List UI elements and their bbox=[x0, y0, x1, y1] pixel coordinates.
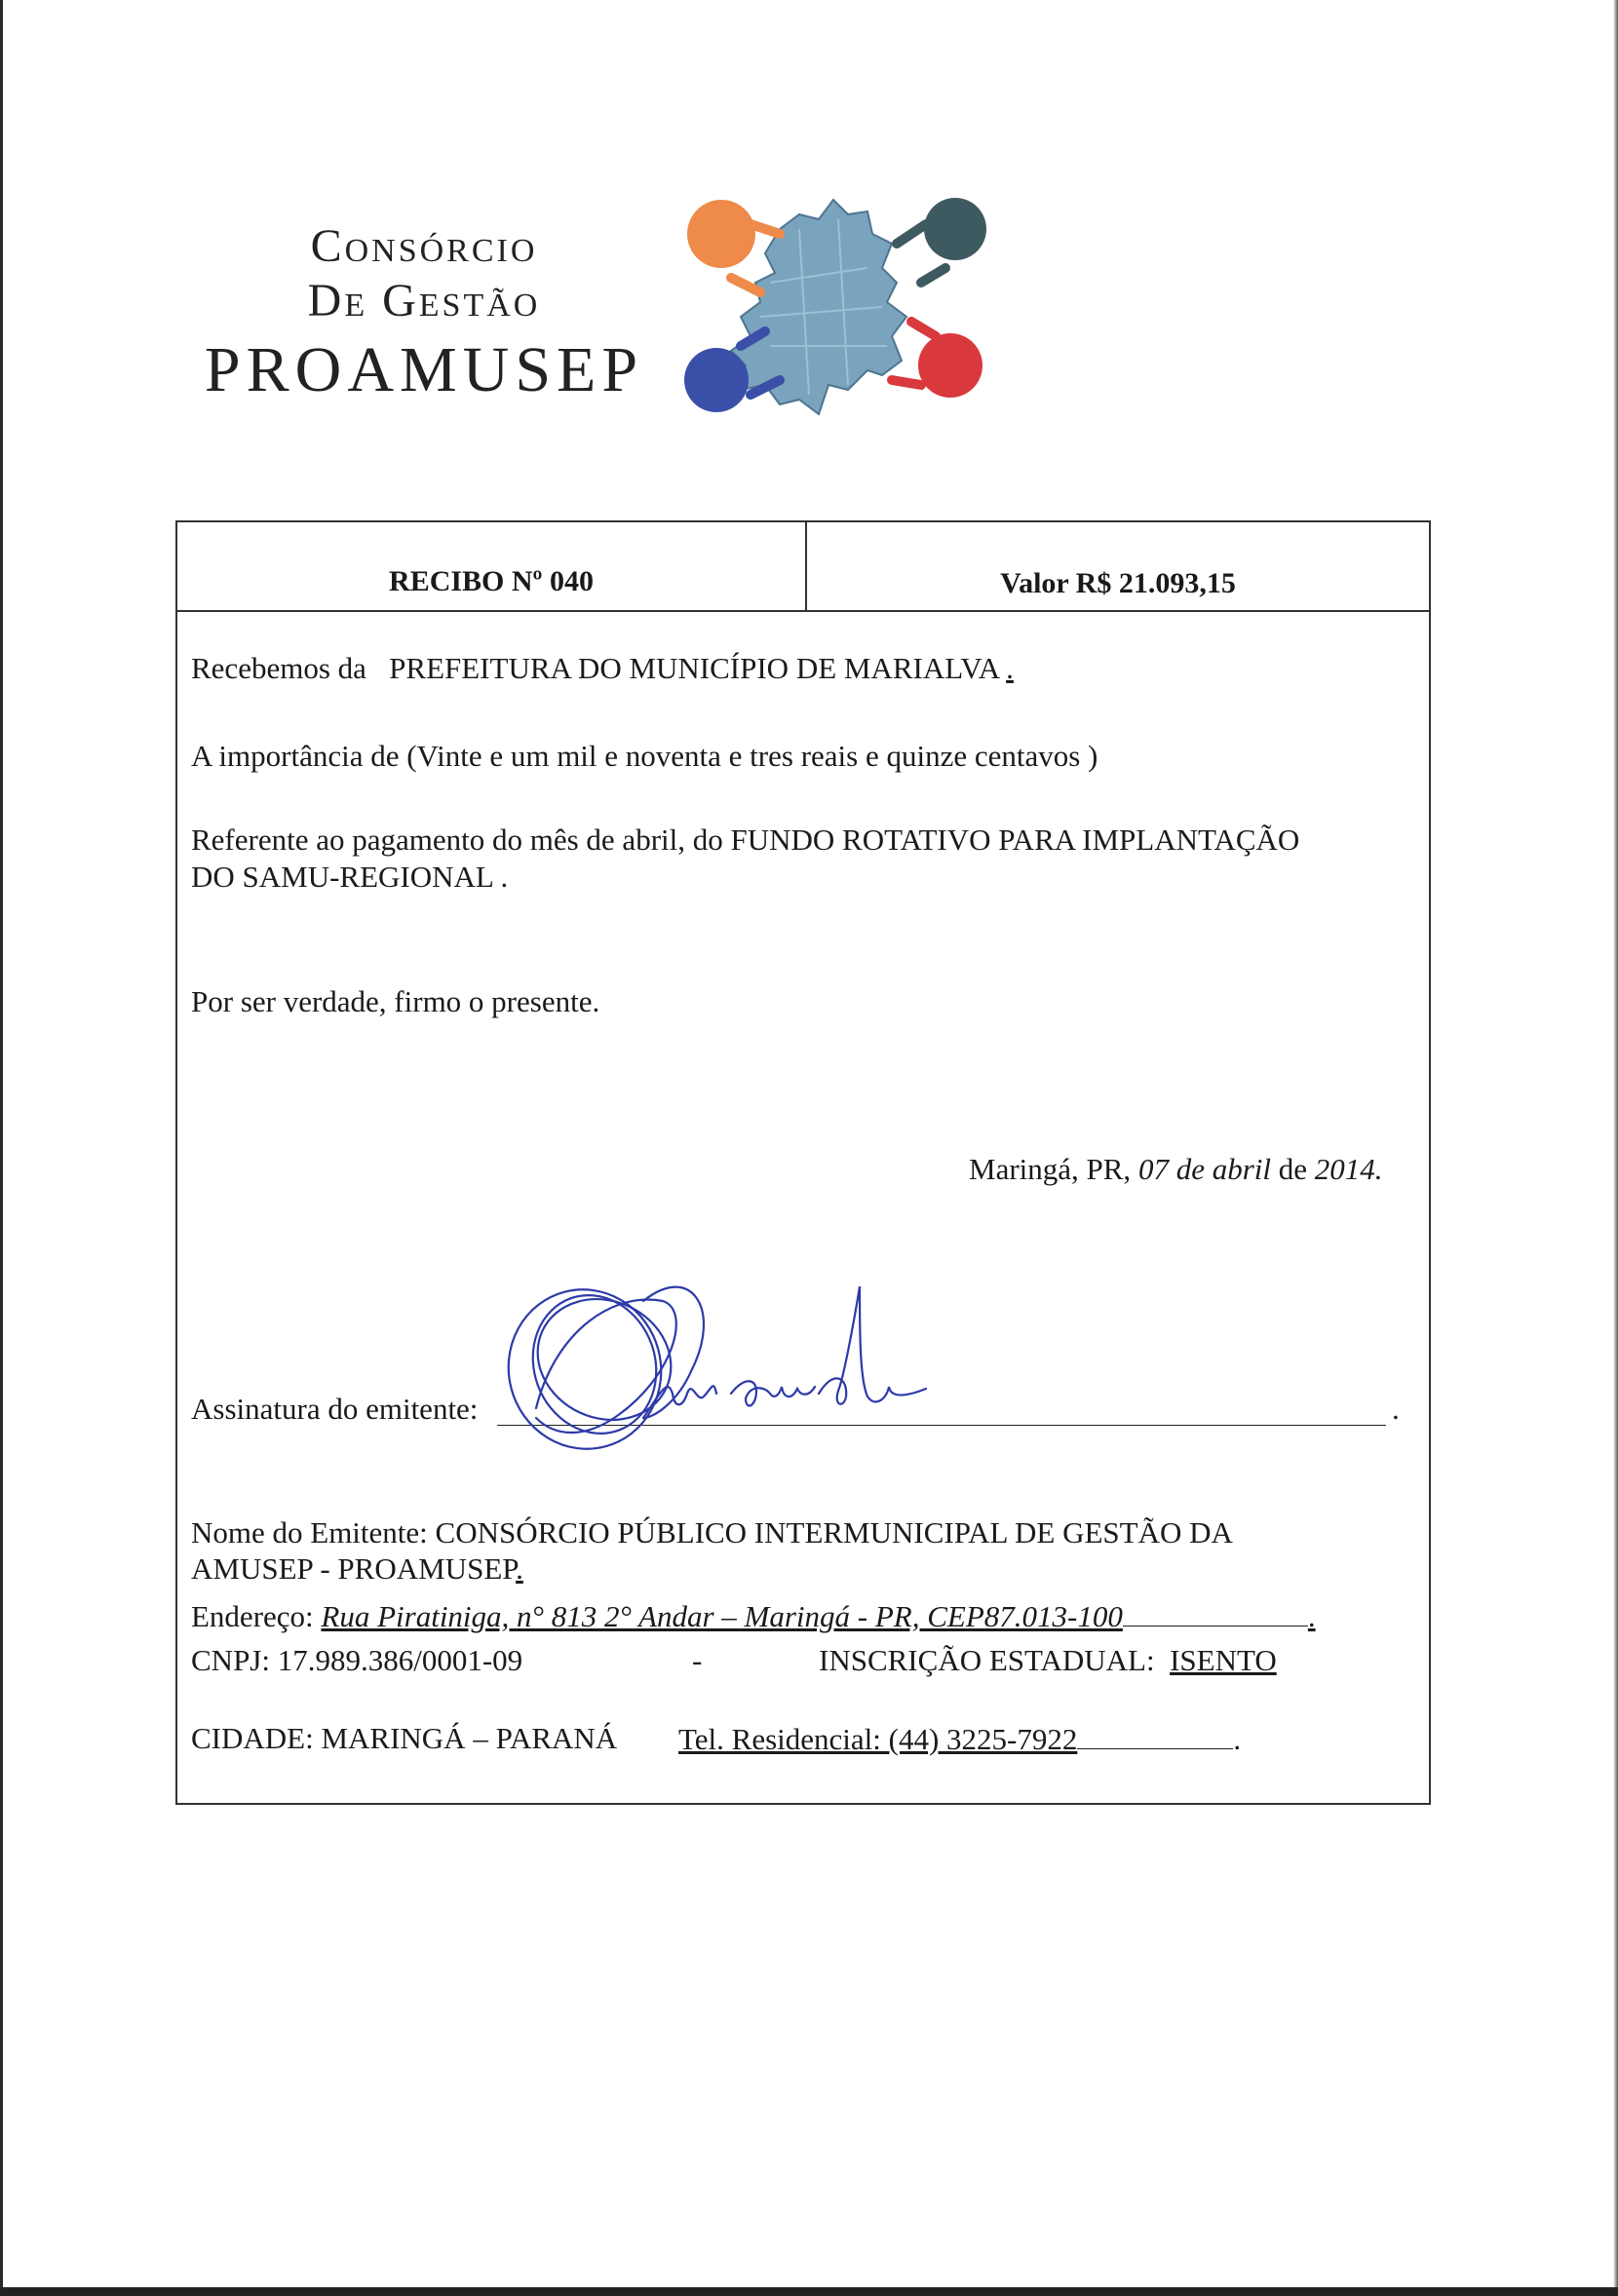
scan-edge-left bbox=[0, 0, 3, 2296]
issuer-name-line-2-text: AMUSEP - PROAMUSEP bbox=[191, 1551, 517, 1586]
reference-line-2: DO SAMU-REGIONAL . bbox=[191, 860, 509, 894]
received-from-value: PREFEITURA DO MUNICÍPIO DE MARIALVA bbox=[389, 651, 999, 685]
reference-line-1: Referente ao pagamento do mês de abril, do FUNDO ROTATIVO PARA IMPLANTAÇÃO bbox=[191, 823, 1300, 857]
address-line bbox=[191, 1598, 1316, 1634]
phone-value: Tel. Residencial: (44) 3225-7922 bbox=[678, 1722, 1078, 1756]
amount-line: A importância de (Vinte e um mil e noventa e tres reais e quinze centavos ) bbox=[191, 739, 1098, 773]
logo-line-de-gestao: De Gestão bbox=[307, 275, 541, 326]
state-registration-value: ISENTO bbox=[1170, 1643, 1277, 1677]
logo-text bbox=[195, 219, 653, 406]
issuer-name-line-1: Nome do Emitente: CONSÓRCIO PÚBLICO INTERMUNICIPAL DE GESTÃO DA bbox=[191, 1515, 1233, 1550]
received-from-suffix: . bbox=[1006, 651, 1014, 685]
logo-line-proamusep: PROAMUSEP bbox=[204, 334, 644, 405]
received-from-line bbox=[191, 651, 1014, 686]
logo-blue-dot bbox=[684, 348, 749, 412]
date-de: de bbox=[1278, 1152, 1308, 1186]
scan-edge-right bbox=[1613, 0, 1618, 2296]
phone-blank bbox=[1077, 1721, 1233, 1749]
logo-orange-dot bbox=[687, 200, 755, 268]
cnpj-value: CNPJ: 17.989.386/0001-09 bbox=[191, 1643, 523, 1677]
logo-graphic-icon bbox=[673, 190, 994, 424]
cnpj-dash: - bbox=[692, 1643, 703, 1677]
phone-line bbox=[678, 1721, 1241, 1757]
phone-end: . bbox=[1233, 1722, 1242, 1756]
address-end: . bbox=[1307, 1599, 1316, 1633]
receipt-value: Valor R$ 21.093,15 bbox=[1000, 567, 1236, 599]
signature-drawing bbox=[497, 1272, 975, 1467]
scan-edge-bottom bbox=[0, 2287, 1618, 2296]
city-value: CIDADE: MARINGÁ – PARANÁ bbox=[191, 1721, 618, 1755]
date-place: Maringá, PR, bbox=[969, 1152, 1132, 1186]
date-day-month: 07 de abril bbox=[1137, 1152, 1271, 1186]
address-label: Endereço: bbox=[191, 1599, 314, 1633]
state-registration-label: INSCRIÇÃO ESTADUAL: bbox=[819, 1643, 1155, 1677]
receipt-number: RECIBO Nº 040 bbox=[389, 565, 594, 597]
truth-statement: Por ser verdade, firmo o presente. bbox=[191, 984, 600, 1018]
logo-teal-dot bbox=[924, 198, 986, 260]
address-value: Rua Piratiniga, n° 813 2° Andar – Maringá - PR, CEP87.013-100 bbox=[321, 1599, 1123, 1633]
issuer-name-line-2-end: . bbox=[516, 1551, 523, 1586]
signature-label: Assinatura do emitente: bbox=[191, 1392, 479, 1426]
date-year: 2014 bbox=[1314, 1152, 1375, 1186]
address-blank bbox=[1123, 1598, 1308, 1626]
date-period: . bbox=[1374, 1152, 1383, 1186]
logo-red-dot bbox=[918, 333, 982, 398]
issuer-name-line-2 bbox=[191, 1551, 523, 1587]
logo-line-consorcio: Consórcio bbox=[310, 220, 538, 272]
receipt-header bbox=[177, 522, 1429, 612]
signature-end: . bbox=[1392, 1392, 1400, 1426]
date-line bbox=[969, 1152, 1383, 1187]
state-registration bbox=[819, 1643, 1277, 1678]
received-from-prefix: Recebemos da bbox=[191, 651, 366, 685]
